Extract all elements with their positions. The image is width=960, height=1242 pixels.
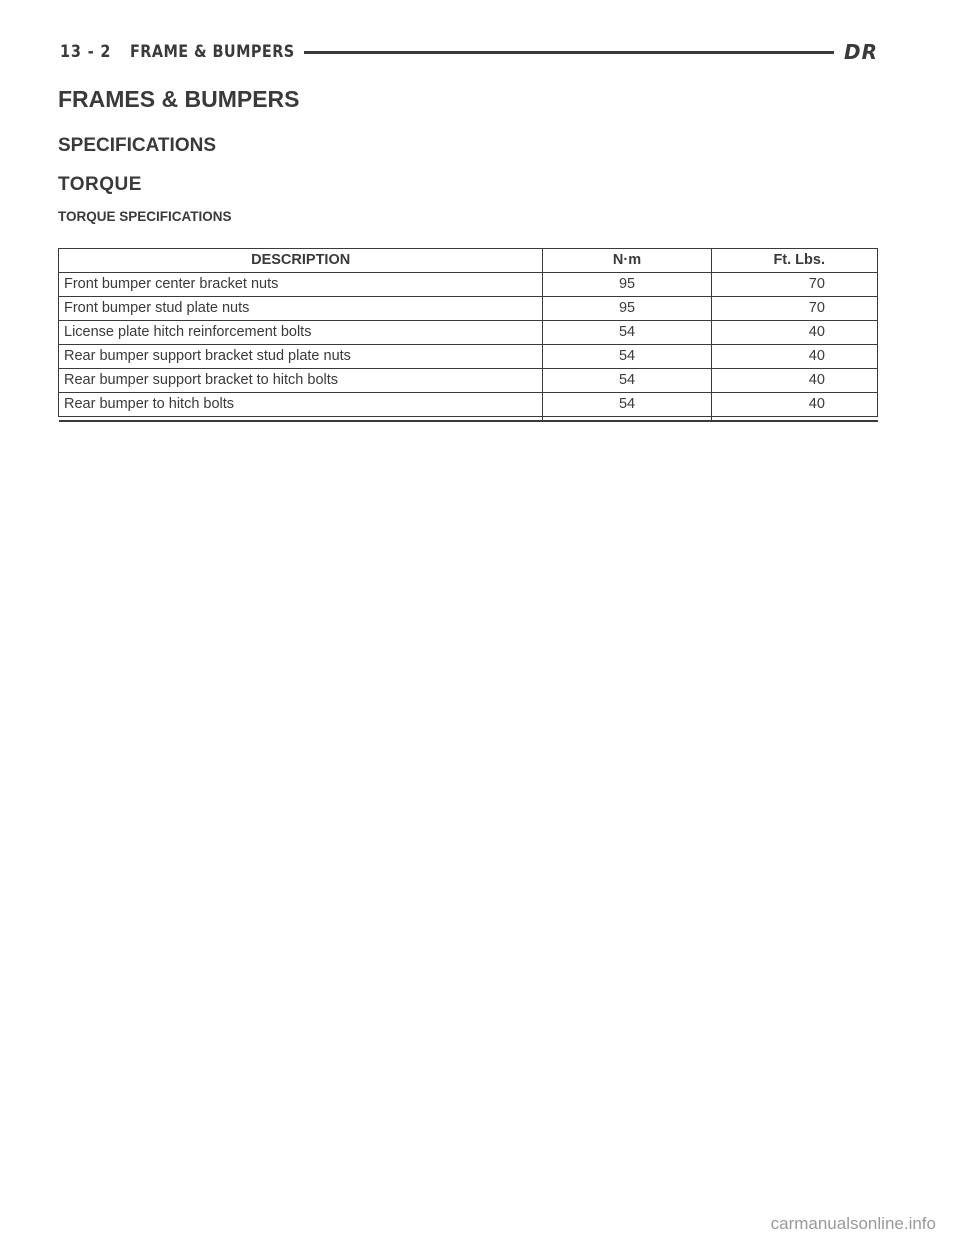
torque-specifications-table [58,248,878,422]
cell-nm: 54 [543,393,711,417]
main-heading: FRAMES & BUMPERS [58,86,300,112]
watermark: carmanualsonline.info [770,1214,936,1233]
header-description: DESCRIPTION [59,249,543,273]
cell-description: Rear bumper support bracket stud plate nuts [59,345,543,369]
cell-description: Front bumper stud plate nuts [59,297,543,321]
cell-nm: 95 [543,297,711,321]
section-heading: SPECIFICATIONS [58,135,216,156]
table-row [59,345,878,369]
table-title: TORQUE SPECIFICATIONS [58,209,232,224]
header-nm: N·m [543,249,711,273]
cell-nm: 54 [543,369,711,393]
cell-ft-lbs: 40 [711,393,877,417]
table-row [59,321,878,345]
cell-nm: 95 [543,273,711,297]
cell-ft-lbs: 70 [711,297,877,321]
table-header-row [59,249,878,273]
subsection-heading: TORQUE [58,174,142,195]
cell-ft-lbs: 40 [711,369,877,393]
section-title: FRAME & BUMPERS [130,42,295,62]
table-row [59,393,878,417]
page-number: 13 - 2 [60,42,112,62]
running-header [60,40,878,64]
column-tick [543,417,711,422]
table-row [59,273,878,297]
table-row [59,369,878,393]
cell-nm: 54 [543,321,711,345]
tick-spacer [59,417,543,422]
model-code-logo: DR [843,40,878,64]
cell-ft-lbs: 40 [711,345,877,369]
cell-nm: 54 [543,345,711,369]
table-row [59,297,878,321]
cell-ft-lbs: 40 [711,321,877,345]
header-ft-lbs: Ft. Lbs. [711,249,877,273]
cell-description: Rear bumper support bracket to hitch bolts [59,369,543,393]
cell-description: Rear bumper to hitch bolts [59,393,543,417]
cell-description: Front bumper center bracket nuts [59,273,543,297]
header-rule [304,51,834,54]
column-tick [711,417,877,422]
table-bottom-ticks [59,417,878,422]
cell-description: License plate hitch reinforcement bolts [59,321,543,345]
cell-ft-lbs: 70 [711,273,877,297]
